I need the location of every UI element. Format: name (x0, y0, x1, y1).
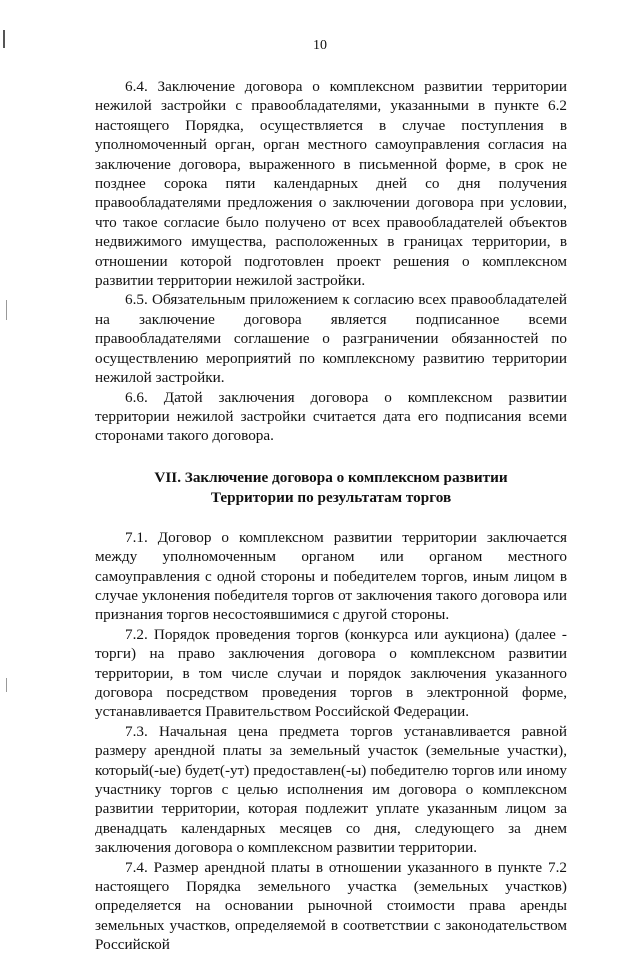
paragraph-6-4: 6.4. Заключение договора о комплексном развитии территории нежилой застройки с правообладателями, указанными в пункте 6.2 настоящего Порядка, осуществляется в случае поступления в уполномоченный орган, орган местного самоуправления согласия на заключение договора, выраженного в письменной форме, в срок не позднее сорока пяти календарных дней со дня получения правообладателями предложения о заключении договора при условии, что такое согласие было получено от всех правообладателей объектов недвижимого имущества, расположенных в границах территории, в отношении которой подготовлен проект решения о комплексном развитии территории нежилой застройки. (95, 78, 567, 290)
section-title-line2: Территории по результатам торгов (210, 488, 452, 506)
scan-mark (6, 300, 7, 320)
document-body (95, 77, 567, 955)
paragraph-6-5: 6.5. Обязательным приложением к согласию всех правообладателей на заключение договора является подписанное всеми правообладателями соглашение о разграничении обязанностей по осуществлению мероприятий по комплексному развитию территории нежилой застройки. (95, 291, 567, 387)
scan-mark (6, 678, 7, 692)
paragraph-7-4: 7.4. Размер арендной платы в отношении указанного в пункте 7.2 настоящего Порядка земельного участка (земельных участков) определяется на основании рыночной стоимости права аренды земельных участков, определяемой в соответствии с законодательством Российской (95, 858, 567, 954)
paragraph-7-2: 7.2. Порядок проведения торгов (конкурса или аукциона) (далее - торги) на право заключения договора о комплексном развитии территории, в том числе случаи и порядок заключения указанного договора посредством проведения торгов в электронной форме, устанавливается Правительством Российской Федерации. (95, 625, 567, 721)
section-title-line1: VII. Заключение договора о комплексном развитии (154, 468, 508, 486)
paragraph-7-3: 7.3. Начальная цена предмета торгов устанавливается равной размеру арендной платы за земельный участок (земельные участки), который(-ые) будет(-ут) предоставлен(-ы) победителю торгов или иному участнику торгов с целью исполнения им договора о комплексном развитии территории, которая подлежит уплате указанным лицом за двенадцать календарных месяцев со дня, следующего за днем заключения договора о комплексном развитии территории. (95, 722, 567, 857)
paragraph-7-1: 7.1. Договор о комплексном развитии территории заключается между уполномоченным органом или органом местного самоуправления с одной стороны и победителем торгов, иным лицом в случае уклонения победителя торгов от заключения такого договора или признания торгов несостоявшимися с другой стороны. (95, 528, 567, 624)
paragraph-6-6: 6.6. Датой заключения договора о комплексном развитии территории нежилой застройки считается дата его подписания всеми сторонами такого договора. (95, 388, 567, 445)
section-heading (95, 468, 567, 508)
page-number: 10 (313, 38, 327, 53)
